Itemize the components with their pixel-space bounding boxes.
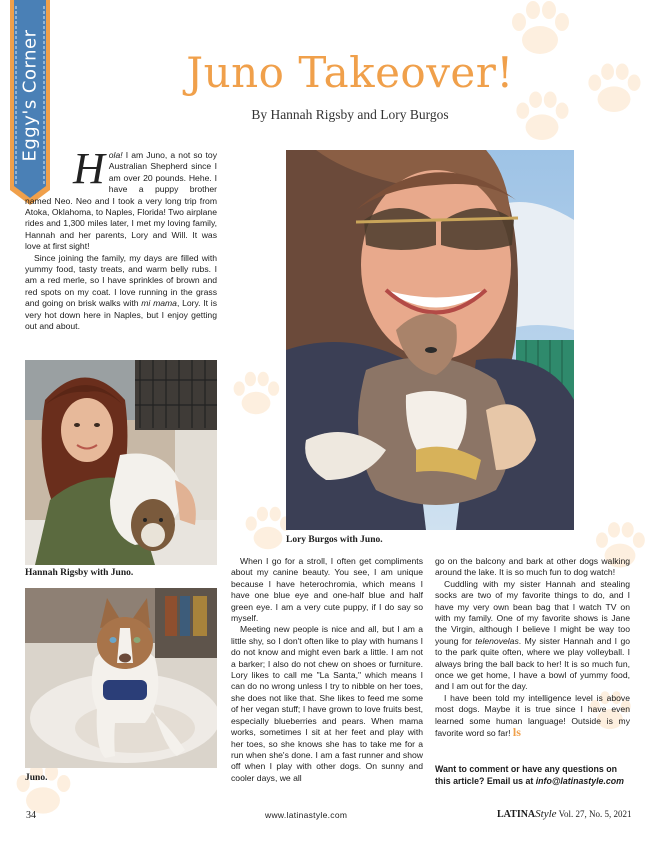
issue-info: Vol. 27, No. 5, 2021 [556, 809, 632, 819]
italic-phrase: mi mama [141, 298, 177, 309]
photo-lory-with-juno [286, 150, 574, 530]
caption-hannah: Hannah Rigsby with Juno. [25, 568, 134, 578]
magazine-issue [497, 808, 631, 820]
caption-lory: Lory Burgos with Juno. [286, 535, 383, 545]
paragraph: Cuddling with my sister Hannah and stealing socks are two of my favorite things to do, and I have my very own bean bag that I watch TV on with my family. One of my favorite shows is Jane the Virgin, although I believe I might be way too young for [435, 578, 630, 646]
paragraph: , Lory. It is very hot down here in Naples, but I enjoy getting out and about. [25, 298, 217, 332]
paragraph: go on the balcony and bark at other dogs walking around the lake. It is so much fun to dog watch! [435, 556, 630, 578]
paragraph: Meeting new people is nice and all, but I am a little shy, so I don't often like to play with humans I do not know and might even bark a little. I am not a barker; I also do not chew on shoes or furniture. Lory likes to call me "La Santa," which means I can do no wrong unless I try to nibble on her toes, she does not like that. She likes to feed me some of her vegan stuff; I have grown to love fruits best, especially blueberries and pears. When mama works, sometimes I sit at her feet and play with her toes, so she knows she has to take me for a run when she's done. I am a fast runner and show off when I play with other dogs. On sunny and cooler days, we all [231, 624, 423, 783]
cta-text: Want to comment or have any questions on this article? Email us at [435, 764, 617, 786]
section-tab-label: Eggy's Corner [19, 29, 41, 161]
article-byline: By Hannah Rigsby and Lory Burgos [251, 107, 449, 122]
drop-cap: H [73, 144, 105, 193]
column-1-text [25, 144, 217, 333]
column-3-text [435, 556, 630, 740]
paw-print-icon [228, 370, 284, 420]
paragraph: . My sister Hannah and I go to the park quite often, where we play volleyball. I always bring the ball back to her! It is so much fun, once we get home, I have a bowl of yummy food, and I am out for the day. [435, 635, 631, 692]
paragraph: I am Juno, a not so toy Australian Shepherd since I am over 20 pounds. Hehe. I have a puppy brother named Neo. Neo and I took a very long trip from Atoka, Oklahoma, to Naples, Florida! Two airplane rides and 1,300 miles later, I met my loving family, Hannah and her parents, Lory and Will. It was love at first sight! [25, 150, 217, 252]
page-number: 34 [26, 810, 36, 821]
website-url[interactable]: www.latinastyle.com [265, 810, 348, 820]
photo-hannah-with-juno [25, 360, 217, 565]
paragraph: Since joining the family, my days are filled with yummy food, tasty treats, and warm belly rubs. I am a red merle, so I have sprinkles of brown and red spots on my coat. I love running in the grass and going on brisk walks with [25, 252, 217, 309]
brand-style: Style [535, 808, 557, 820]
article-title: Juno Takeover! [186, 48, 514, 97]
paragraph: I have been told my intelligence level is above most dogs. Maybe it is true since I have even learned some human language! Outside is my favorite word so far! [435, 692, 630, 739]
greeting-italic: ola! [108, 150, 123, 160]
contact-email-link[interactable]: info@latinastyle.com [535, 775, 624, 786]
comment-call-to-action [435, 764, 635, 787]
end-mark: ls [512, 725, 521, 740]
italic-phrase: telenovelas [475, 635, 519, 646]
brand-name: LATINA [497, 809, 536, 820]
paw-print-icon [10, 762, 76, 820]
column-2-text [231, 556, 423, 784]
photo-juno [25, 588, 217, 768]
paragraph: When I go for a stroll, I often get compliments about my canine beauty. You see, I am unique because I have heterochromia, which means I have one blue eye and one-half blue and half green eye. I am a very cute puppy, if I do say so myself. [231, 556, 423, 624]
caption-juno: Juno. [25, 773, 48, 783]
